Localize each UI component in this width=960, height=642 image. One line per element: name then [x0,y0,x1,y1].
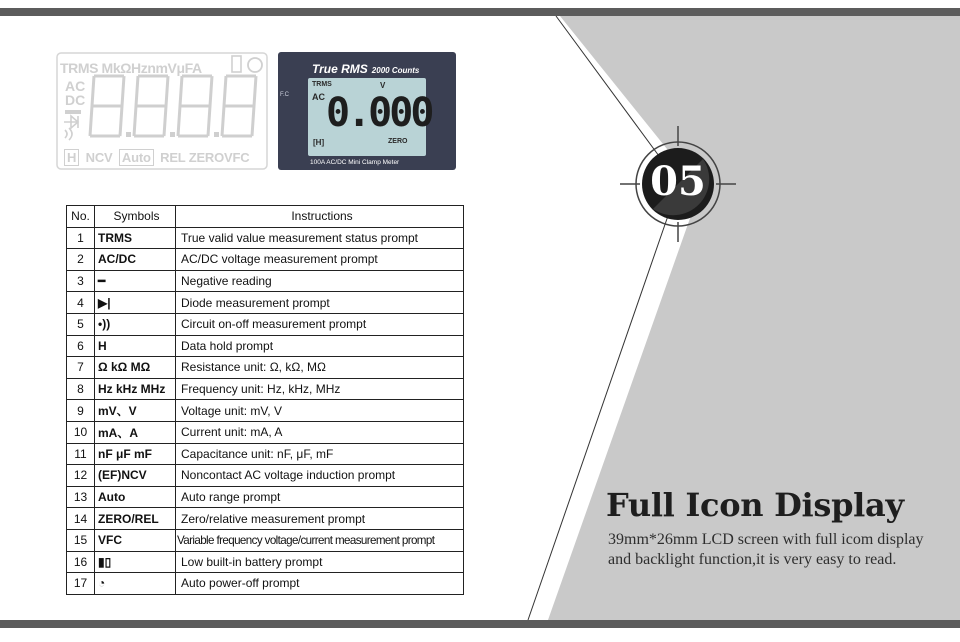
row-instruction: Auto range prompt [176,486,464,508]
table-row [67,508,464,530]
row-symbol: Ω kΩ MΩ [95,357,176,379]
photo-fc-label: F.C [280,92,289,98]
row-symbol: TRMS [95,227,176,249]
row-instruction: Resistance unit: Ω, kΩ, MΩ [176,357,464,379]
table-row [67,400,464,422]
lcd-ac-indicator: AC [65,78,86,94]
row-instruction: True valid value measurement status prompt [176,227,464,249]
row-number: 15 [67,529,95,551]
table-body [67,227,464,594]
row-instruction: Voltage unit: mV, V [176,400,464,422]
row-number: 7 [67,357,95,379]
row-number: 5 [67,313,95,335]
top-bar [0,8,960,16]
row-symbol: ━ [95,270,176,292]
row-symbol: ▮▯ [95,551,176,573]
table-row [67,378,464,400]
row-number: 11 [67,443,95,465]
seven-segment-digits [90,76,256,136]
row-number: 1 [67,227,95,249]
row-instruction: AC/DC voltage measurement prompt [176,249,464,271]
photo-zero: ZERO [388,138,408,145]
row-instruction: Noncontact AC voltage induction prompt [176,465,464,487]
photo-title: True RMS 2000 Counts [312,62,420,76]
row-symbol: •)) [95,313,176,335]
photo-ac: AC [312,92,325,102]
rel-zero-vfc-indicator: REL ZEROVFC [160,150,250,165]
row-number: 9 [67,400,95,422]
meter-photo [278,52,456,170]
row-instruction: Zero/relative measurement prompt [176,508,464,530]
header-symbols: Symbols [95,206,176,228]
row-number: 13 [67,486,95,508]
table-row [67,443,464,465]
photo-hold-icon: [H] [313,138,325,147]
beep-icon [65,128,72,140]
table-row [67,292,464,314]
row-number: 6 [67,335,95,357]
battery-icon [232,56,241,72]
section-heading: Full Icon Display [606,486,904,524]
photo-unit: V [380,81,386,90]
badge-number: 05 [650,158,706,205]
table-row [67,249,464,271]
photo-lcd-screen [308,78,432,156]
table-row [67,573,464,595]
table-row [67,551,464,573]
photo-reading: 0.000 [326,90,432,136]
lcd-dc-indicator: DC [65,92,86,108]
row-instruction: Diode measurement prompt [176,292,464,314]
lcd-top-indicators: TRMS MkΩHznmVμFA [60,60,202,76]
row-instruction: Capacitance unit: nF, μF, mF [176,443,464,465]
table-row [67,335,464,357]
hold-indicator: H [64,149,79,166]
table-header-row [67,206,464,228]
row-symbol: ▶| [95,292,176,314]
row-symbol: H [95,335,176,357]
minus-icon [65,110,81,114]
row-number: 16 [67,551,95,573]
row-instruction: Low built-in battery prompt [176,551,464,573]
row-symbol: Hz kHz MHz [95,378,176,400]
row-instruction: Frequency unit: Hz, kHz, MHz [176,378,464,400]
table-row [67,227,464,249]
row-number: 8 [67,378,95,400]
photo-caption: 100A AC/DC Mini Clamp Meter [310,159,400,166]
row-number: 12 [67,465,95,487]
row-symbol: ◔ [95,573,176,595]
row-symbol: AC/DC [95,249,176,271]
table-row [67,313,464,335]
row-symbol: mA、A [95,421,176,443]
auto-indicator: Auto [119,149,154,166]
row-number: 17 [67,573,95,595]
row-symbol: mV、V [95,400,176,422]
table-row [67,529,464,551]
auto-power-off-icon [248,58,262,72]
row-symbol: (EF)NCV [95,465,176,487]
header-instructions: Instructions [176,206,464,228]
row-symbol: Auto [95,486,176,508]
ncv-indicator: NCV [85,150,113,165]
header-no: No. [67,206,95,228]
row-instruction: Current unit: mA, A [176,421,464,443]
row-number: 2 [67,249,95,271]
photo-trms: TRMS [312,81,332,88]
symbols-table [66,205,464,595]
table-row [67,465,464,487]
row-number: 10 [67,421,95,443]
row-instruction: Auto power-off prompt [176,573,464,595]
row-instruction: Data hold prompt [176,335,464,357]
diode-icon [64,116,78,128]
table-row [67,421,464,443]
table-row [67,486,464,508]
bottom-bar [0,620,960,628]
row-instruction: Negative reading [176,270,464,292]
row-number: 14 [67,508,95,530]
row-instruction: Circuit on-off measurement prompt [176,313,464,335]
row-number: 3 [67,270,95,292]
row-instruction: Variable frequency voltage/current measurement prompt [176,529,464,551]
table-row [67,270,464,292]
lcd-bottom-indicators [61,150,249,165]
section-description: 39mm*26mm LCD screen with full icom display and backlight function,it is very easy to read. [608,531,924,568]
table-row [67,357,464,379]
row-number: 4 [67,292,95,314]
row-symbol: nF μF mF [95,443,176,465]
row-symbol: ZERO/REL [95,508,176,530]
row-symbol: VFC [95,529,176,551]
